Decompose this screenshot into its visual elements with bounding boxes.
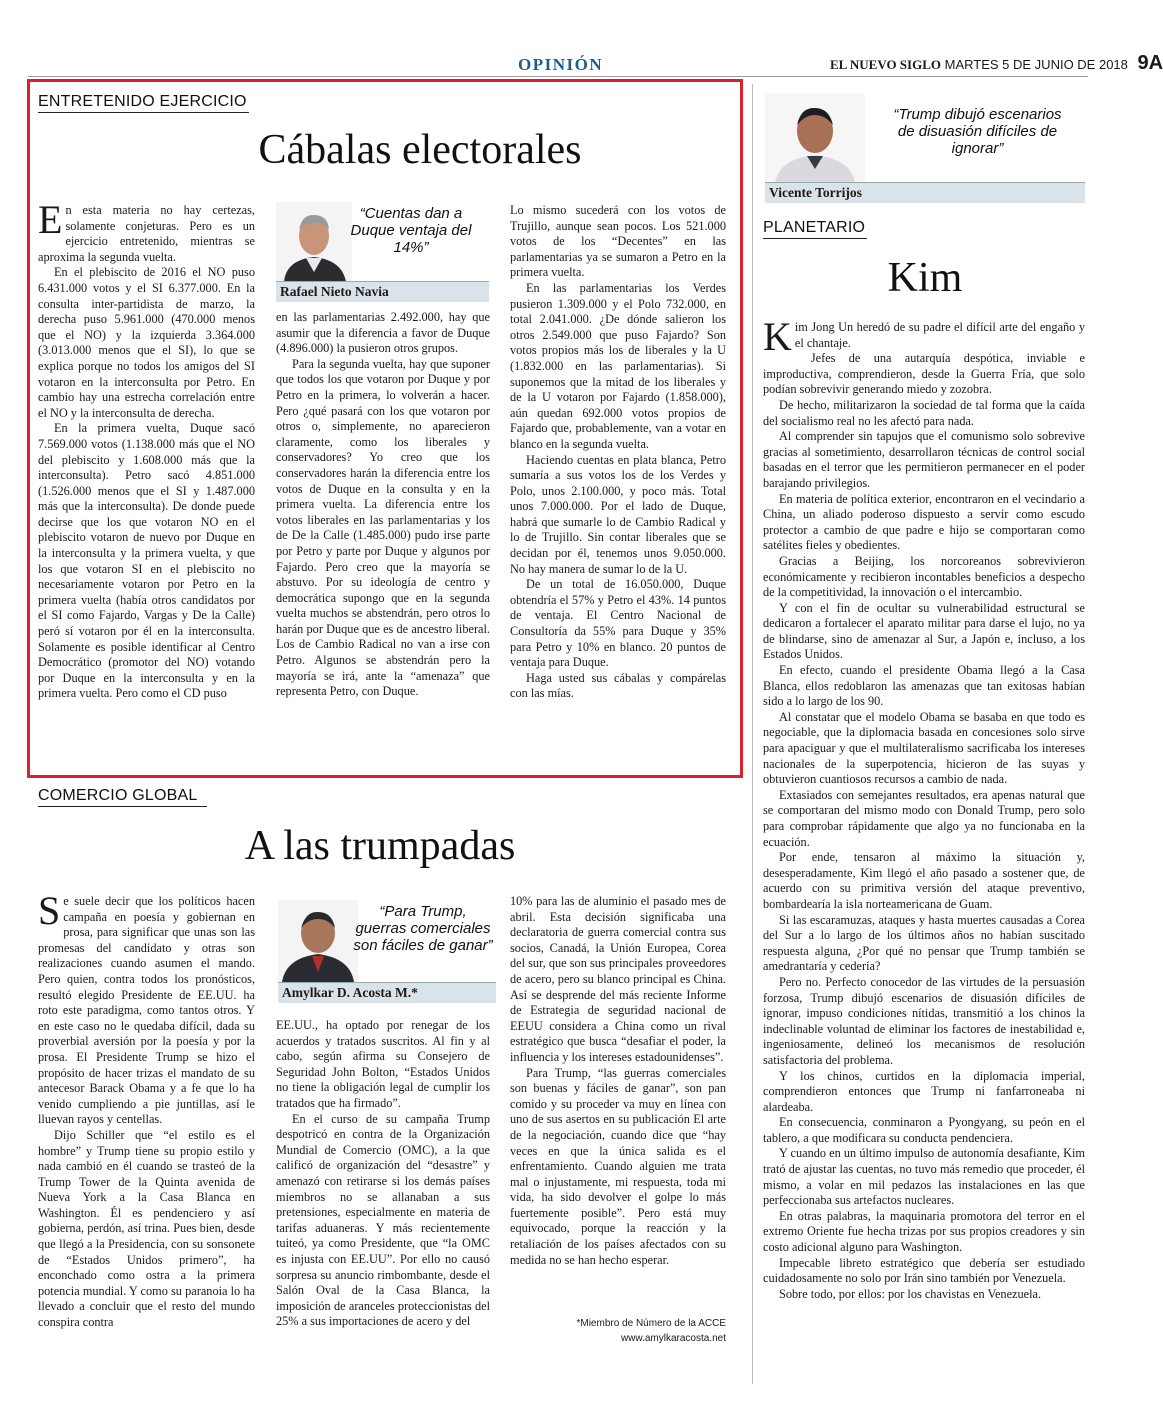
page-number: 9A xyxy=(1137,52,1163,74)
portrait-icon xyxy=(276,202,352,282)
column-divider xyxy=(752,84,753,1384)
author-photo-amylkar xyxy=(278,900,358,982)
section-title: OPINIÓN xyxy=(518,55,604,74)
article1-col1 xyxy=(38,197,255,702)
article1-col2 xyxy=(276,310,490,700)
drop-cap: K xyxy=(763,314,792,359)
kicker-comercio: COMERCIO GLOBAL xyxy=(38,787,207,807)
paragraph: En las parlamentarias los Verdes pusieron 1.309.000 y el Polo 732.000, en total 2.041.000. ¿De dónde salieron los otros 2.549.000 que puso Fajardo? Son votos propios más los de liberales y la U (1.832.000 en las parlamentarias). Si suponemos que la mitad de los liberales y de la U votaron por Fajardo (1.858.000), aún quedan 692.000 votos propios de Fajardo que, probablemente, van a votar en blanco en la segunda vuelta. xyxy=(510,280,726,451)
paragraph: En otras palabras, la maquinaria promotora del terror en el extremo Oriente fue hecha trizas por sus propios creadores y sin costo adicional alguno para Washington. xyxy=(763,1208,1085,1255)
paragraph: En el curso de su campaña Trump despotricó en contra de la Organización Mundial de Comercio (OMC), a la que calificó de organización del “desastre” y amenazó con retirarse si los demás países miembros no se allanaban a sus pretensiones, especialmente en materia de tarifas aduaneras. Y más recientemente tuiteó, ya como Presidente, que “la OMC es injusta con EE.UU”. Por ello no causó sorpresa su anuncio rimbombante, desde el Salón Oval de la Casa Blanca, la imposición de aranceles proteccionistas del 25% a sus importaciones de acero y del xyxy=(276,1111,490,1329)
paragraph: En efecto, cuando el presidente Obama llegó a la Casa Blanca, ellos redoblaron las amenazas que tan exitosas habían sido a lo largo de los 90. xyxy=(763,663,1085,709)
paragraph: Extasiados con semejantes resultados, era apenas natural que se comportaran del mismo modo con Donald Trump, pero solo para comprobar rápidamente que algo ya no funcionaba en la ecuación. xyxy=(763,787,1085,849)
headline-trumpadas: A las trumpadas xyxy=(244,823,516,869)
paragraph: Para la segunda vuelta, hay que suponer que todos los que votaron por Duque y por Petro en la primera, lo volverán a hacer. Pero ¿qué pasará con los que votaron por otros o, simplemente, no aparecieron claramente, como los liberales y conservadores? Yo creo que los conservadores harán la diferencia entre los votos de Duque en la consulta y en la primera vuelta. La diferencia entre los votos liberales en las parlamentarias y los de De la Calle (1.485.000) pudo irse parte por Petro y parte por Duque y algunos por Fajardo. Pero creo que la mayoría se abstuvo. Por su ideología de centro y democrática supongo que en la segunda vuelta muchos se abstendrán, pero otros lo harán por Duque que es de ancestro liberal. Los de Cambio Radical no van a irse con Petro. Algunos se abstendrán pero la mayoría se irá, ante la “amenaza” que representa Petro, con Duque. xyxy=(276,356,490,699)
paragraph: En materia de política exterior, encontraron en el vecindario a China, un aliado poderoso dispuesto a servir como escudo protector a cambio de que padre e hijo se comportaran como satélites fieles y obedientes. xyxy=(763,491,1085,553)
paragraph: Pero no. Perfecto conocedor de las virtudes de la persuasión forzosa, Trump dibujó escenarios de disuasión difíciles de ignorar, impuso condiciones nítidas, transmitió a los chinos la indeclinable voluntad de eliminar los factores de inestabilidad e, ingeniosamente, delineó los mecanismos de resolución satisfactoria del problema. xyxy=(763,974,1085,1067)
pull-quote-amylkar: “Para Trump, guerras comerciales son fáciles de ganar” xyxy=(353,903,493,954)
paper-name: EL NUEVO SIGLO xyxy=(830,57,941,72)
paragraph: Al comprender sin tapujos que el comunismo solo sobrevive gracias al sometimiento, desarrollaron técnicas de control social basadas en el terror que les permitieron permanecer en el poder barajando privilegios. xyxy=(763,429,1085,490)
paragraph: Gracias a Beijing, los norcoreanos sobrevivieron económicamente y recibieron incontables beneficios a despecho de la competitividad, la innovación o el intercambio. xyxy=(763,553,1085,600)
header-rule xyxy=(28,76,1088,77)
issue-date: MARTES 5 DE JUNIO DE 2018 xyxy=(944,57,1128,72)
paragraph: Al constatar que el modelo Obama se basaba en que todo es negociable, que la diplomacia basada en concesiones solo sirve para apaciguar y que el multilateralismo sacrificaba los intereses nacionales de la superpotencia, hicieron de las suyas y obtuvieron cuantiosos recursos a cambio de nada. xyxy=(763,709,1085,787)
pull-quote-vicente: “Trump dibujó escenarios de disuasión difíciles de ignorar” xyxy=(893,106,1062,157)
footnote-website: www.amylkaracosta.net xyxy=(620,1333,726,1344)
paragraph: Impecable libreto estratégico que debería ser estudiado cuidadosamente no solo por Irán sino también por Venezuela. xyxy=(763,1255,1085,1286)
author-photo-vicente xyxy=(765,93,865,183)
paragraph: Haga usted sus cábalas y compárelas con las mías. xyxy=(510,670,726,701)
paragraph: Kim Jong Un heredó de su padre el difícil arte del engaño y el chantaje. xyxy=(763,314,1085,359)
paragraph: De hecho, militarizaron la sociedad de tal forma que la caída del socialismo real no les afectó para nada. xyxy=(763,397,1085,428)
kicker-planetario: PLANETARIO xyxy=(763,219,867,239)
paragraph: Para Trump, “las guerras comerciales son buenas y fáciles de ganar”, son pan comido y su proceder va muy en línea con uno de sus asertos en su publicación El arte de la negociación, cuando dice que “hay veces en que la única salida es el enfrentamiento. Cuando alguien me trata mal o injustamente, mi respuesta, toda mi vida, ha sido devolver el golpe lo más fuertemente posible”. Pero está muy equivocado, porque la reacción y la retaliación de los países afectados con su medida no se han hecho esperar. xyxy=(510,1065,726,1267)
paragraph: en las parlamentarias 2.492.000, hay que asumir que la diferencia a favor de Duque (4.896.000) la pusieron otros grupos. xyxy=(276,310,490,356)
paragraph: Si las escaramuzas, ataques y hasta muertes causadas a Corea del Sur a lo largo de los últimos años no habían suscitado respuesta alguna, ¿Por qué no pensar que Trump también se amedrantaría y cedería? xyxy=(763,912,1085,974)
headline-cabalas: Cábalas electorales xyxy=(258,127,582,173)
paragraph: En el plebiscito de 2016 el NO puso 6.431.000 votos y el SI 6.377.000. En la consulta inter-partidista de marzo, la derecha puso 5.961.000 (470.000 menos que el NO) y la izquierda 3.364.000 (3.013.000 menos que el SI), lo que se explica porque no todos los amigos del SI votaron en la interconsulta por Petro. En cambio hay una estrecha correlación entre el NO y la interconsulta de derecha. xyxy=(38,265,255,420)
paragraph: De un total de 16.050.000, Duque obtendría el 57% y Petro el 43%. 14 puntos de ventaja. El Centro Nacional de Consultoría da 55% para Duque y 35% para Petro y 10% en blanco. 20 puntos de ventaja para Duque. xyxy=(510,577,726,670)
portrait-icon xyxy=(765,93,865,183)
paragraph: Y los chinos, curtidos en la diplomacia imperial, comprendieron entonces que Trump ni fanfarroneaba ni alardeaba. xyxy=(763,1068,1085,1114)
paragraph: Por ende, tensaron al máximo la situación y, desesperadamente, Kim llegó el año pasado a sostener que, de acuerdo con su primitiva versión del ataque preventivo, bombardearía la isla norteamericana de Guam. xyxy=(763,850,1085,911)
paragraph: En consecuencia, conminaron a Pyongyang, su peón en el tablero, a que modificara su conducta pendenciera. xyxy=(763,1115,1085,1145)
masthead xyxy=(830,52,1163,75)
paragraph: Se suele decir que los políticos hacen campaña en poesía y gobiernan en prosa, para significar que unas son las promesas del candidato y otras son realizaciones cuando asumen el mando. Pero quien, contra todos los pronósticos, resultó elegido Presidente de EE.UU. ha roto este paradigma, como tantos otros. Y en este caso no le quedaba difícil, dada su proverbial aversión por la poesía y por la prosa. El Presidente Trump se hizo el propósito de hacer trizas el mandato de su antecesor Barack Obama y a fe que lo ha venido cumpliendo a pie juntillas, así le lluevan rayos y centellas. xyxy=(38,888,255,1127)
paragraph: En la primera vuelta, Duque sacó 7.569.000 votos (1.138.000 más que el NO del plebiscito y 1.608.000 más que la interconsulta). Petro sacó 4.851.000 (1.526.000 menos que el SI y 1.487.000 más que la interconsulta). De donde puede decirse que los que votaron NO en el plebiscito votaron de nuevo por Duque en la interconsulta y la primera vuelta, y que los que votaron SI en el plebiscito no necesariamente votaron por Petro en la primera vuelta (había otros candidatos por el SI como Fajardo, Vargas y De la Calle) peró sí votaron por él en la interconsulta. Solamente es posible identificar al Centro Democrático (promotor del NO) votando por Duque en la interconsulta y en la primera vuelta. Pero como el CD puso xyxy=(38,421,255,701)
paragraph: Jefes de una autarquía despótica, inviable e improductiva, comprendieron, desde la Guerra Fría, que solo podían sobrevivir generando miedo y zozobra. xyxy=(763,351,1085,397)
paragraph: Y cuando en un último impulso de autonomía desafiante, Kim trató de ajustar las cuentas, no tuvo más remedio que proceder, él mismo, a volar en mil pedazos las instalaciones en las que perfeccionaba sus artefactos nucleares. xyxy=(763,1146,1085,1208)
article1-col3 xyxy=(510,203,726,702)
footnote-membership: *Miembro de Número de la ACCE xyxy=(576,1318,726,1329)
article2-col2 xyxy=(276,1018,490,1330)
pull-quote-rafael: “Cuentas dan a Duque ventaja del 14%” xyxy=(350,205,472,256)
author-name-amylkar: Amylkar D. Acosta M.* xyxy=(278,982,496,1003)
paragraph: Lo mismo sucederá con los votos de Trujillo, aunque sean pocos. Los 521.000 votos de los “Decentes” en las parlamentarias ya se sumaron a Petro en la primera vuelta. xyxy=(510,203,726,280)
article3-body xyxy=(763,314,1085,1302)
article2-col3 xyxy=(510,894,726,1268)
paragraph: Dijo Schiller que “el estilo es el hombre” y Trump tiene su propio estilo y nada cambió en él cuando se trasteó de la Trump Tower de la Quinta avenida de Nueva York a la Casa Blanca en Washington. Él es pendenciero y así gobierna, perdón, así trina. Pues bien, desde que llegó a la Presidencia, con su sonsonete de “Estados Unidos primero”, ha enconchado como ostra a la primera potencia mundial. Y como su paranoia lo ha llevado a concluir que el resto del mundo conspira contra xyxy=(38,1127,255,1330)
article2-col1 xyxy=(38,888,255,1331)
author-name-vicente: Vicente Torrijos xyxy=(765,182,1085,203)
portrait-icon xyxy=(278,900,358,982)
paragraph: Haciendo cuentas en plata blanca, Petro sumaría a sus votos los de los Verdes y Polo, unos 2.100.000, y poco más. Total unos 7.000.000. Por el lado de Duque, habrá que sumarle lo de Cambio Radical y lo de Trujillo. Sin contar liberales que se decidan por él, tenemos unos 9.050.000. No hay manera de sumar lo de la U. xyxy=(510,452,726,576)
author-name-rafael: Rafael Nieto Navia xyxy=(276,281,489,302)
kicker-entretenido: ENTRETENIDO EJERCICIO xyxy=(38,93,249,113)
paragraph: En esta materia no hay certezas, solamente conjeturas. Pero es un ejercicio entretenido, mientras se aproxima la segunda vuelta. xyxy=(38,197,255,264)
drop-cap: E xyxy=(38,197,63,242)
paragraph: Sobre todo, por ellos: por los chavistas en Venezuela. xyxy=(779,1286,1042,1301)
paragraph: EE.UU., ha optado por renegar de los acuerdos y tratados suscritos. Al fin y al cabo, según afirma su Consejero de Seguridad John Bolton, “Estados Unidos no tiene la obligación legal de cumplir los tratados que ha firmado”. xyxy=(276,1018,490,1110)
paragraph: 10% para las de aluminio el pasado mes de abril. Esta decisión significaba una declaratoria de guerra comercial contra sus socios, Canadá, la Unión Europea, Corea del sur, que son sus principales proveedores de acero, pero su blanco principal es China. Así se desprende del más reciente Informe de Estrategia de seguridad nacional de EEUU considera a China como un rival estratégico que busca “desafiar el poder, la influencia y los intereses estadounidenses”. xyxy=(510,894,726,1064)
author-photo-rafael xyxy=(276,202,352,282)
drop-cap: S xyxy=(38,888,61,933)
paragraph: Y con el fin de ocultar su vulnerabilidad estructural se dedicaron a fortalecer el aparato militar para darse el lujo, no ya de blindarse, sino de amenazar al Sur, a Japón e, incluso, a los Estados Unidos. xyxy=(763,600,1085,662)
headline-kim: Kim xyxy=(887,255,963,301)
